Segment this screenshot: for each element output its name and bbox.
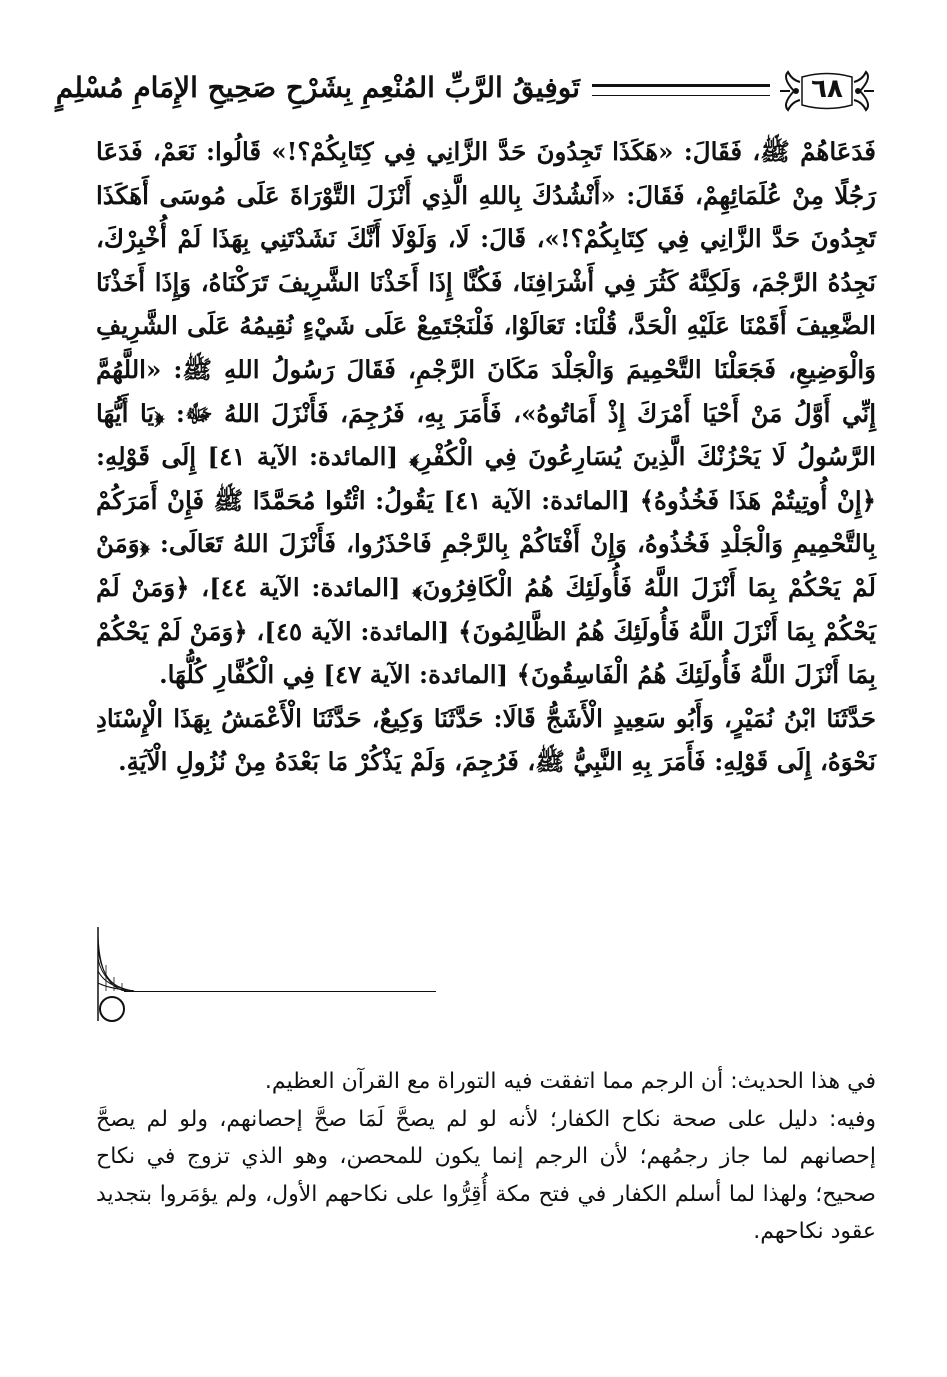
commentary-paragraph: وفيه: دليل على صحة نكاح الكفار؛ لأنه لو لم يصحَّ لَمَا صحَّ إحصانهم، ولو لم يصحَّ إحصانهم لما جاز رجمُهم؛ لأن الرجم إنما يكون للمحصن، وهو الذي تزوج في نكاح صحيح؛ ولهذا لما أسلم الكفار في فتح مكة أُقِرُّوا على نكاحهم الأول، ولم يؤمَروا بتجديد عقود نكاحهم.	[96, 1106, 876, 1244]
book-title: تَوفِيقُ الرَّبِّ المُنْعِمِ بِشَرْحِ صَحِيحِ الإِمَامِ مُسْلِمٍ	[55, 71, 580, 104]
page-number-badge	[778, 68, 876, 114]
hadith-paragraph: فَدَعَاهُمْ ﷺ، فَقَالَ: «هَكَذَا تَجِدُونَ حَدَّ الزَّانِي فِي كِتَابِكُمْ؟!» قَالُوا: نَعَمْ، فَدَعَا رَجُلًا مِنْ عُلَمَائِهِمْ، فَقَالَ: «أَنْشُدُكَ بِاللهِ الَّذِي أَنْزَلَ التَّوْرَاةَ عَلَى مُوسَى أَهَكَذَا تَجِدُونَ حَدَّ الزَّانِي فِي كِتَابِكُمْ؟!»، قَالَ: لَا، وَلَوْلَا أَنَّكَ نَشَدْتَنِي بِهَذَا لَمْ أُخْبِرْكَ، نَجِدُهُ الرَّجْمَ، وَلَكِنَّهُ كَثُرَ فِي أَشْرَافِنَا، فَكُنَّا إِذَا أَخَذْنَا الشَّرِيفَ تَرَكْنَاهُ، وَإِذَا أَخَذْنَا الضَّعِيفَ أَقَمْنَا عَلَيْهِ الْحَدَّ، قُلْنَا: تَعَالَوْا، فَلْنَجْتَمِعْ عَلَى شَيْءٍ نُقِيمُهُ عَلَى الشَّرِيفِ وَالْوَضِيعِ، فَجَعَلْنَا التَّحْمِيمَ وَالْجَلْدَ مَكَانَ الرَّجْمِ، فَقَالَ رَسُولُ اللهِ ﷺ: «اللَّهُمَّ إِنِّي أَوَّلُ مَنْ أَحْيَا أَمْرَكَ إِذْ أَمَاتُوهُ»، فَأَمَرَ بِهِ، فَرُجِمَ، فَأَنْزَلَ اللهُ ﷻ: ﴿يَا أَيُّهَا الرَّسُولُ لَا يَحْزُنْكَ الَّذِينَ يُسَارِعُونَ فِي الْكُفْرِ﴾ [المائدة: الآية ٤١] إِلَى قَوْلِهِ: ﴿إِنْ أُوتِيتُمْ هَذَا فَخُذُوهُ﴾ [المائدة: الآية ٤١] يَقُولُ: ائْتُوا مُحَمَّدًا ﷺ فَإِنْ أَمَرَكُمْ بِالتَّحْمِيمِ وَالْجَلْدِ فَخُذُوهُ، وَإِنْ أَفْتَاكُمْ بِالرَّجْمِ فَاحْذَرُوا، فَأَنْزَلَ اللهُ تَعَالَى: ﴿وَمَنْ لَمْ يَحْكُمْ بِمَا أَنْزَلَ اللَّهُ فَأُولَئِكَ هُمُ الْكَافِرُونَ﴾ [المائدة: الآية ٤٤]، ﴿وَمَنْ لَمْ يَحْكُمْ بِمَا أَنْزَلَ اللَّهُ فَأُولَئِكَ هُمُ الظَّالِمُونَ﴾ [المائدة: الآية ٤٥]، ﴿وَمَنْ لَمْ يَحْكُمْ بِمَا أَنْزَلَ اللَّهُ فَأُولَئِكَ هُمُ الْفَاسِقُونَ﴾ [المائدة: الآية ٤٧] فِي الْكُفَّارِ كُلُّهَا.	[96, 137, 877, 690]
hadith-text	[96, 130, 876, 784]
commentary-paragraph: في هذا الحديث: أن الرجم مما اتفقت فيه التوراة مع القرآن العظيم.	[264, 1069, 876, 1094]
header-rule	[592, 84, 770, 96]
section-divider	[124, 991, 436, 992]
commentary-text	[96, 1063, 876, 1251]
page-number: ٦٨	[811, 74, 843, 104]
hadith-paragraph: حَدَّثَنَا ابْنُ نُمَيْرٍ، وَأَبُو سَعِيدٍ الْأَشَجُّ قَالَا: حَدَّثَنَا وَكِيعٌ، حَدَّثَنَا الْأَعْمَشُ بِهَذَا الْإِسْنَادِ نَحْوَهُ، إِلَى قَوْلِهِ: فَأَمَرَ بِهِ النَّبِيُّ ﷺ، فَرُجِمَ، وَلَمْ يَذْكُرْ مَا بَعْدَهُ مِنْ نُزُولِ الْآيَةِ.	[96, 703, 876, 777]
corner-ornament-icon	[96, 925, 136, 1035]
page-header	[55, 62, 876, 122]
